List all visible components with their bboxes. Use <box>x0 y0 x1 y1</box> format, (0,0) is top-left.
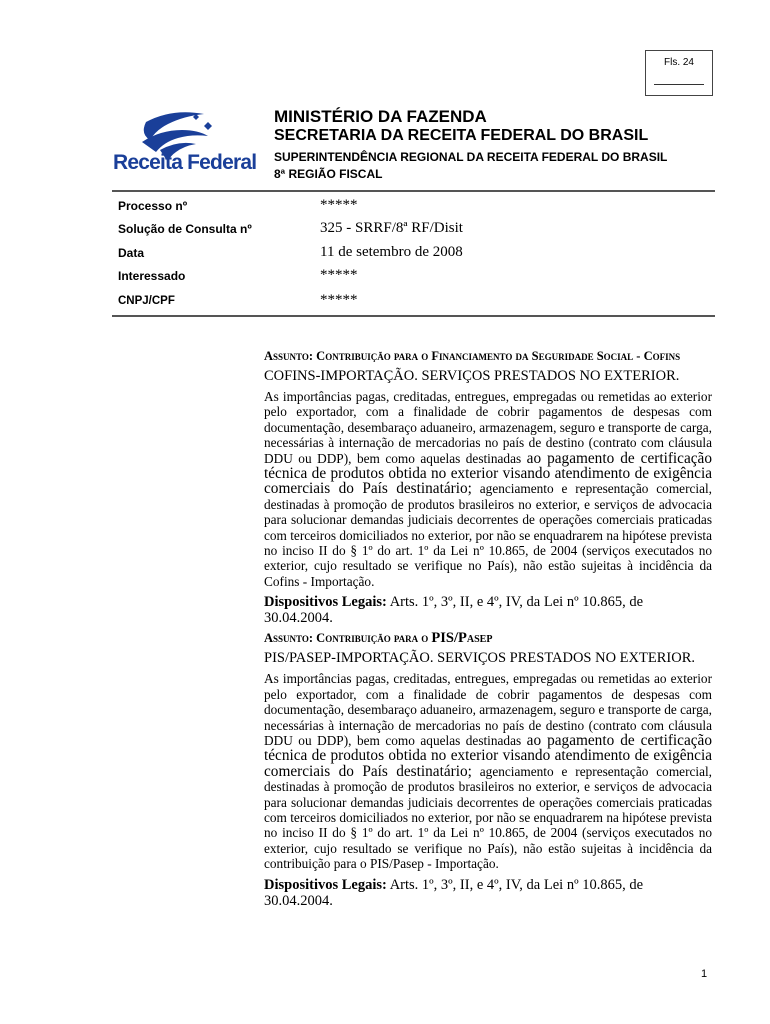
page-number: 1 <box>701 968 708 980</box>
subject-label-1: Assunto: <box>264 349 314 363</box>
section-body-1a: As importâncias pagas, creditadas, entregues, empregadas ou remetidas ao exterior pelo exportador, com a finalidade de cobrir pagamentos de despesas com documentação, desembaraço aduaneiro, armazenagem, seguro e transporte de carga, necessárias à internação de mercadorias no país de destino (contrato com cláusula DDU ou DDP), bem como aquelas destinadas <box>264 389 712 466</box>
folio-signature-line <box>654 84 704 85</box>
fields-divider <box>112 315 715 317</box>
field-label-processo: Processo nº <box>118 199 188 213</box>
ministry-title: MINISTÉRIO DA FAZENDA <box>274 107 487 126</box>
field-label-data: Data <box>118 246 145 260</box>
field-label-cnpj: CNPJ/CPF <box>118 295 175 307</box>
section-body-2a: As importâncias pagas, creditadas, entregues, empregadas ou remetidas ao exterior pelo exportador, com a finalidade de cobrir pagamentos de despesas com documentação, desembaraço aduaneiro, armazenagem, seguro e transporte de carga, necessárias à internação de mercadorias no país de destino (contrato com cláusula DDU ou DDP), bem como aquelas destinadas <box>264 671 712 748</box>
field-value-cnpj: ***** <box>320 292 358 308</box>
subject-line-1 <box>264 349 712 363</box>
top-divider <box>112 190 715 192</box>
field-value-interessado: ***** <box>320 267 358 283</box>
section-body-1 <box>264 389 712 589</box>
field-value-processo: ***** <box>320 197 358 213</box>
logo-text: Receita Federal <box>113 151 257 174</box>
subject-text-1: Contribuição para o Financiamento da Seguridade Social - Cofins <box>316 349 681 363</box>
folio-label: Fls. 24 <box>663 57 694 68</box>
section-body-2 <box>264 671 712 871</box>
subject-tail-2: PIS/Pasep <box>431 630 493 647</box>
subject-line-2 <box>264 631 712 645</box>
section-body-2b: ao pagamento de certificação técnica de produtos obtida no exterior visando atendimento de exigência comerciais do País destinatário; <box>264 731 712 780</box>
subject-text-2: Contribuição para o <box>316 631 429 646</box>
legal-label-2: Dispositivos Legais: <box>264 876 387 893</box>
region-title: 8ª REGIÃO FISCAL <box>274 167 383 181</box>
document-body <box>264 349 712 914</box>
folio-box <box>645 50 713 96</box>
legal-text-2: Arts. 1º, 3º, II, e 4º, IV, da Lei nº 10.865, de 30.04.2004. <box>264 876 643 909</box>
legal-text-1: Arts. 1º, 3º, II, e 4º, IV, da Lei nº 10.865, de 30.04.2004. <box>264 594 643 627</box>
legal-line-1 <box>264 594 712 626</box>
section-heading-1: COFINS-IMPORTAÇÃO. SERVIÇOS PRESTADOS NO EXTERIOR. <box>264 368 680 384</box>
field-label-interessado: Interessado <box>118 269 186 283</box>
superintendency-title: SUPERINTENDÊNCIA REGIONAL DA RECEITA FEDERAL DO BRASIL <box>274 150 668 164</box>
field-value-solucao: 325 - SRRF/8ª RF/Disit <box>320 220 463 236</box>
section-heading-2: PIS/PASEP-IMPORTAÇÃO. SERVIÇOS PRESTADOS NO EXTERIOR. <box>264 650 695 667</box>
section-body-1c: agenciamento e representação comercial, destinadas à promoção de produtos brasileiros no exterior, e serviços de advocacia para solucionar demandas judiciais decorrentes de operações comerciais praticadas com terceiros domiciliados no exterior, por não se enquadrarem na hipótese prevista no inciso II do § 1º do art. 1º da Lei nº 10.865, de 2004 (serviços executados no exterior, cujo resultado se verifique no País), não estão sujeitas à incidência da Cofins - Importação. <box>264 481 713 589</box>
legal-label-1: Dispositivos Legais: <box>264 594 387 611</box>
section-body-2c: agenciamento e representação comercial, destinadas à promoção de produtos brasileiros no exterior, e serviços de advocacia para solucionar demandas judiciais decorrentes de operações comerciais praticadas com terceiros domiciliados no exterior, por não se enquadrarem na hipótese prevista no inciso II do § 1º do art. 1º da Lei nº 10.865, de 2004 (serviços executados no exterior, cujo resultado se verifique no País), não estão sujeitas à incidência da contribuição para o PIS/Pasep - Importação. <box>264 763 713 872</box>
field-value-data: 11 de setembro de 2008 <box>320 244 463 260</box>
field-label-solucao: Solução de Consulta nº <box>118 222 252 236</box>
secretariat-title: SECRETARIA DA RECEITA FEDERAL DO BRASIL <box>274 127 649 144</box>
legal-line-2 <box>264 877 712 909</box>
subject-label-2: Assunto: <box>264 631 314 646</box>
section-body-1b: ao pagamento de certificação técnica de produtos obtida no exterior visando atendimento de exigência comerciais do País destinatário; <box>264 449 712 498</box>
